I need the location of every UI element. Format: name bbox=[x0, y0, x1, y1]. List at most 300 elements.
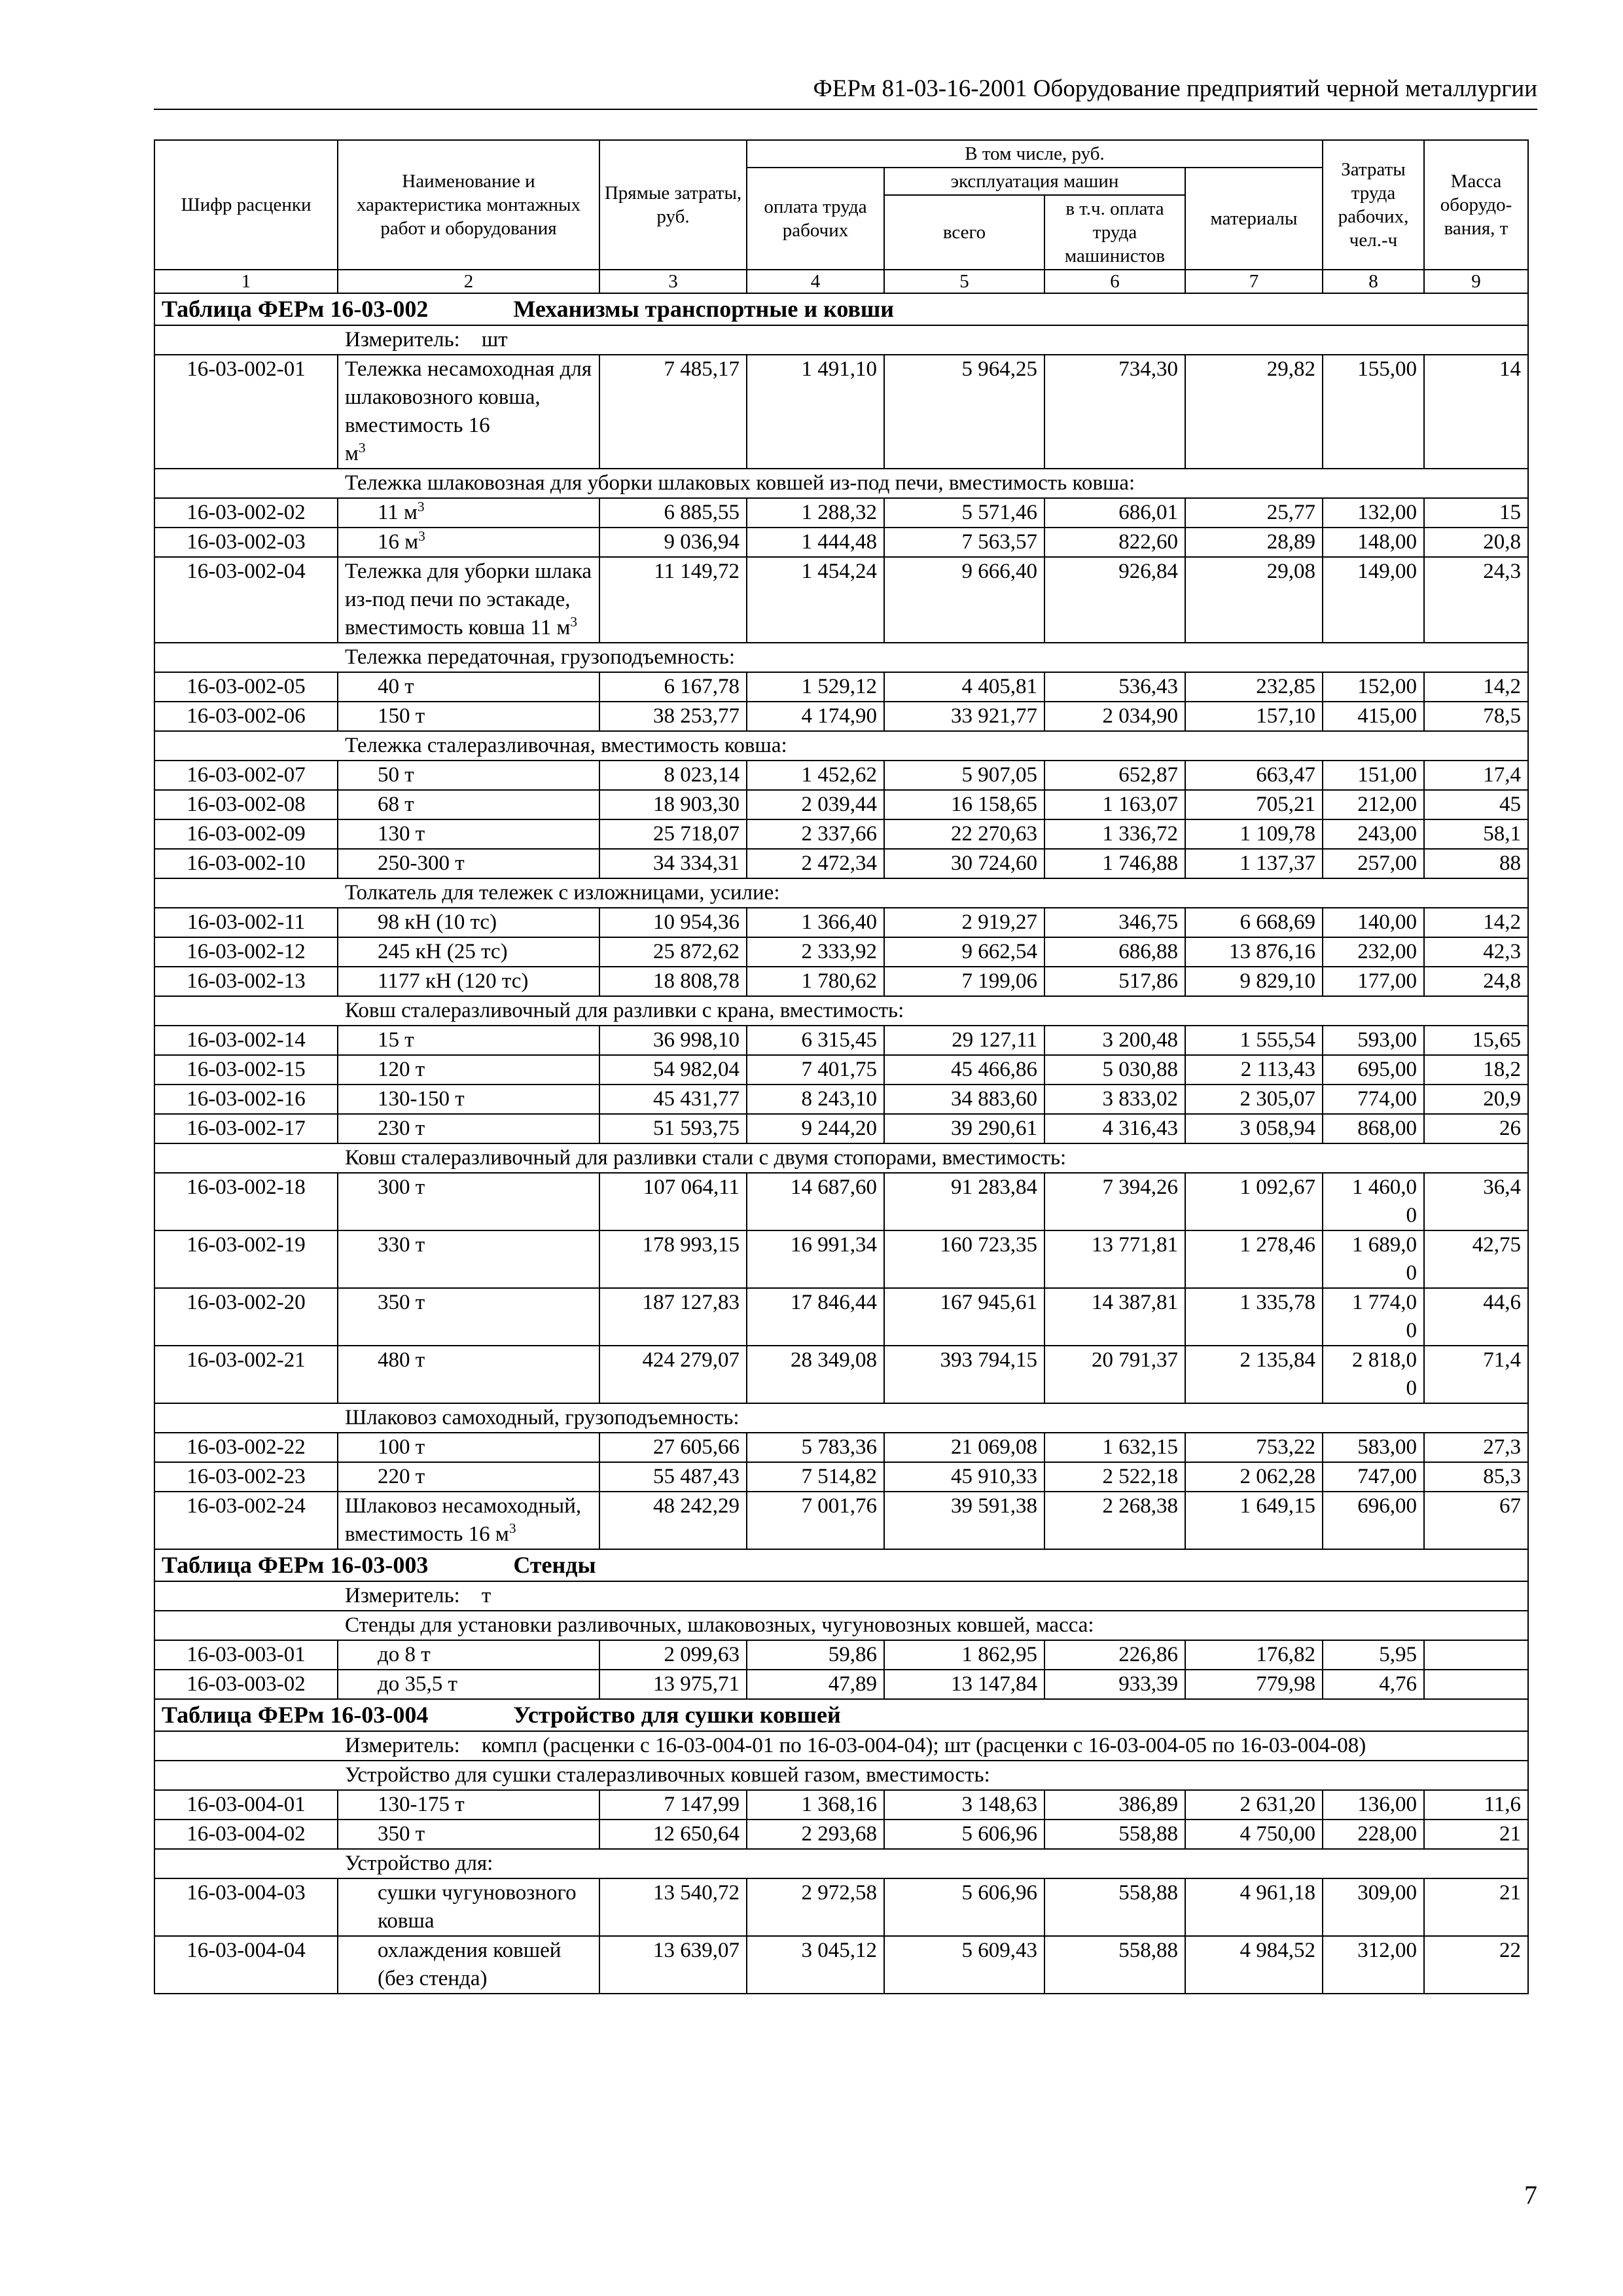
item-name: 220 т bbox=[338, 1462, 599, 1492]
materials: 1 278,46 bbox=[1185, 1230, 1323, 1288]
labor-hours: 593,00 bbox=[1323, 1026, 1424, 1055]
item-name: 40 т bbox=[338, 672, 599, 702]
table-row bbox=[154, 702, 1528, 731]
direct-costs: 13 540,72 bbox=[599, 1878, 747, 1936]
item-name: 130 т bbox=[338, 819, 599, 849]
col-header-code: Шифр расценки bbox=[154, 140, 338, 270]
direct-costs: 6 167,78 bbox=[599, 672, 747, 702]
mass: 58,1 bbox=[1424, 819, 1528, 849]
direct-costs: 55 487,43 bbox=[599, 1462, 747, 1492]
rate-code: 16-03-002-03 bbox=[154, 528, 338, 557]
wages: 1 491,10 bbox=[747, 355, 884, 469]
table-row bbox=[154, 1173, 1528, 1230]
direct-costs: 8 023,14 bbox=[599, 761, 747, 790]
wages: 2 293,68 bbox=[747, 1820, 884, 1849]
group-row bbox=[154, 996, 1528, 1026]
wages: 9 244,20 bbox=[747, 1114, 884, 1143]
group-label: Тележка передаточная, грузоподъемность: bbox=[154, 643, 1528, 672]
operator-wages: 536,43 bbox=[1044, 672, 1185, 702]
col-header-group: В том числе, руб. bbox=[747, 140, 1323, 168]
mass: 20,8 bbox=[1424, 528, 1528, 557]
materials: 1 092,67 bbox=[1185, 1173, 1323, 1230]
col-number: 4 bbox=[747, 270, 884, 293]
table-row bbox=[154, 1433, 1528, 1462]
item-name: 130-150 т bbox=[338, 1085, 599, 1114]
machines-total: 39 591,38 bbox=[884, 1492, 1044, 1549]
operator-wages: 1 746,88 bbox=[1044, 849, 1185, 878]
col-header-wages: оплата труда рабочих bbox=[747, 168, 884, 270]
machines-total: 33 921,77 bbox=[884, 702, 1044, 731]
labor-hours: 312,00 bbox=[1323, 1936, 1424, 1994]
operator-wages: 20 791,37 bbox=[1044, 1346, 1185, 1403]
operator-wages: 4 316,43 bbox=[1044, 1114, 1185, 1143]
group-row bbox=[154, 1403, 1528, 1433]
mass: 14 bbox=[1424, 355, 1528, 469]
rate-code: 16-03-002-06 bbox=[154, 702, 338, 731]
machines-total: 30 724,60 bbox=[884, 849, 1044, 878]
labor-hours: 5,95 bbox=[1323, 1640, 1424, 1670]
materials: 157,10 bbox=[1185, 702, 1323, 731]
table-row bbox=[154, 1790, 1528, 1820]
table-row bbox=[154, 908, 1528, 937]
materials: 4 984,52 bbox=[1185, 1936, 1323, 1994]
labor-hours: 228,00 bbox=[1323, 1820, 1424, 1849]
rate-code: 16-03-002-04 bbox=[154, 557, 338, 643]
mass: 42,75 bbox=[1424, 1230, 1528, 1288]
direct-costs: 18 808,78 bbox=[599, 967, 747, 996]
item-name: сушки чугуновозного ковша bbox=[338, 1878, 599, 1936]
machines-total: 167 945,61 bbox=[884, 1288, 1044, 1346]
labor-hours: 309,00 bbox=[1323, 1878, 1424, 1936]
materials: 29,82 bbox=[1185, 355, 1323, 469]
labor-hours: 774,00 bbox=[1323, 1085, 1424, 1114]
col-number: 2 bbox=[338, 270, 599, 293]
col-number: 1 bbox=[154, 270, 338, 293]
labor-hours: 151,00 bbox=[1323, 761, 1424, 790]
labor-hours: 177,00 bbox=[1323, 967, 1424, 996]
unit-row bbox=[154, 1731, 1528, 1761]
table-row bbox=[154, 1346, 1528, 1403]
rate-code: 16-03-002-20 bbox=[154, 1288, 338, 1346]
group-label: Стенды для установки разливочных, шлаковозных, чугуновозных ковшей, масса: bbox=[154, 1611, 1528, 1640]
labor-hours: 152,00 bbox=[1323, 672, 1424, 702]
unit-row bbox=[154, 1581, 1528, 1611]
table-row bbox=[154, 1820, 1528, 1849]
item-name: 350 т bbox=[338, 1288, 599, 1346]
wages: 1 780,62 bbox=[747, 967, 884, 996]
group-label: Толкатель для тележек с изложницами, усилие: bbox=[154, 878, 1528, 908]
materials: 2 305,07 bbox=[1185, 1085, 1323, 1114]
direct-costs: 48 242,29 bbox=[599, 1492, 747, 1549]
item-name: 350 т bbox=[338, 1820, 599, 1849]
operator-wages: 346,75 bbox=[1044, 908, 1185, 937]
materials: 28,89 bbox=[1185, 528, 1323, 557]
operator-wages: 226,86 bbox=[1044, 1640, 1185, 1670]
direct-costs: 27 605,66 bbox=[599, 1433, 747, 1462]
materials: 2 113,43 bbox=[1185, 1055, 1323, 1085]
rate-code: 16-03-002-14 bbox=[154, 1026, 338, 1055]
wages: 8 243,10 bbox=[747, 1085, 884, 1114]
rate-code: 16-03-002-01 bbox=[154, 355, 338, 469]
mass: 27,3 bbox=[1424, 1433, 1528, 1462]
materials: 4 961,18 bbox=[1185, 1878, 1323, 1936]
col-header-machines-total: всего bbox=[884, 195, 1044, 270]
section-title: Таблица ФЕРм 16-03-003 bbox=[162, 1552, 429, 1578]
rate-code: 16-03-004-01 bbox=[154, 1790, 338, 1820]
item-name: 250-300 т bbox=[338, 849, 599, 878]
item-name: до 8 т bbox=[338, 1640, 599, 1670]
group-row bbox=[154, 731, 1528, 761]
group-label: Тележка шлаковозная для уборки шлаковых ковшей из-под печи, вместимость ковша: bbox=[154, 469, 1528, 498]
direct-costs: 107 064,11 bbox=[599, 1173, 747, 1230]
item-name: 98 кН (10 тс) bbox=[338, 908, 599, 937]
col-number: 8 bbox=[1323, 270, 1424, 293]
labor-hours: 583,00 bbox=[1323, 1433, 1424, 1462]
table-row bbox=[154, 1055, 1528, 1085]
direct-costs: 34 334,31 bbox=[599, 849, 747, 878]
mass: 22 bbox=[1424, 1936, 1528, 1994]
labor-hours: 868,00 bbox=[1323, 1114, 1424, 1143]
rate-code: 16-03-003-02 bbox=[154, 1670, 338, 1699]
mass: 11,6 bbox=[1424, 1790, 1528, 1820]
mass: 88 bbox=[1424, 849, 1528, 878]
group-row bbox=[154, 643, 1528, 672]
direct-costs: 13 975,71 bbox=[599, 1670, 747, 1699]
operator-wages: 558,88 bbox=[1044, 1936, 1185, 1994]
section-title-row bbox=[154, 293, 1528, 325]
rate-code: 16-03-004-02 bbox=[154, 1820, 338, 1849]
item-name: 245 кН (25 тс) bbox=[338, 937, 599, 967]
direct-costs: 7 147,99 bbox=[599, 1790, 747, 1820]
wages: 3 045,12 bbox=[747, 1936, 884, 1994]
mass: 17,4 bbox=[1424, 761, 1528, 790]
wages: 1 288,32 bbox=[747, 498, 884, 528]
direct-costs: 12 650,64 bbox=[599, 1820, 747, 1849]
item-name: 100 т bbox=[338, 1433, 599, 1462]
page-number: 7 bbox=[1524, 2180, 1537, 2210]
item-name: 330 т bbox=[338, 1230, 599, 1288]
operator-wages: 926,84 bbox=[1044, 557, 1185, 643]
mass: 18,2 bbox=[1424, 1055, 1528, 1085]
mass: 20,9 bbox=[1424, 1085, 1528, 1114]
machines-total: 5 571,46 bbox=[884, 498, 1044, 528]
operator-wages: 2 268,38 bbox=[1044, 1492, 1185, 1549]
direct-costs: 2 099,63 bbox=[599, 1640, 747, 1670]
machines-total: 5 964,25 bbox=[884, 355, 1044, 469]
rate-code: 16-03-002-17 bbox=[154, 1114, 338, 1143]
labor-hours: 155,00 bbox=[1323, 355, 1424, 469]
item-name: 68 т bbox=[338, 790, 599, 819]
item-name: Шлаковоз несамоходный, вместимость 16 $м^3$ bbox=[338, 1492, 599, 1549]
materials: 2 631,20 bbox=[1185, 1790, 1323, 1820]
unit-row bbox=[154, 325, 1528, 355]
rate-code: 16-03-002-24 bbox=[154, 1492, 338, 1549]
table-row bbox=[154, 1026, 1528, 1055]
group-label: Устройство для: bbox=[154, 1849, 1528, 1878]
wages: 4 174,90 bbox=[747, 702, 884, 731]
operator-wages: 558,88 bbox=[1044, 1878, 1185, 1936]
operator-wages: 2 522,18 bbox=[1044, 1462, 1185, 1492]
materials: 13 876,16 bbox=[1185, 937, 1323, 967]
machines-total: 2 919,27 bbox=[884, 908, 1044, 937]
materials: 753,22 bbox=[1185, 1433, 1323, 1462]
section-title: Таблица ФЕРм 16-03-004 bbox=[162, 1702, 429, 1728]
materials: 779,98 bbox=[1185, 1670, 1323, 1699]
materials: 1 649,15 bbox=[1185, 1492, 1323, 1549]
wages: 7 001,76 bbox=[747, 1492, 884, 1549]
direct-costs: 38 253,77 bbox=[599, 702, 747, 731]
materials: 4 750,00 bbox=[1185, 1820, 1323, 1849]
labor-hours: 132,00 bbox=[1323, 498, 1424, 528]
rate-code: 16-03-002-12 bbox=[154, 937, 338, 967]
operator-wages: 3 200,48 bbox=[1044, 1026, 1185, 1055]
machines-total: 393 794,15 bbox=[884, 1346, 1044, 1403]
direct-costs: 11 149,72 bbox=[599, 557, 747, 643]
labor-hours: 1 460,0 0 bbox=[1323, 1173, 1424, 1230]
wages: 7 514,82 bbox=[747, 1462, 884, 1492]
rate-code: 16-03-002-08 bbox=[154, 790, 338, 819]
labor-hours: 1 774,0 0 bbox=[1323, 1288, 1424, 1346]
item-name: 15 т bbox=[338, 1026, 599, 1055]
operator-wages: 386,89 bbox=[1044, 1790, 1185, 1820]
direct-costs: 9 036,94 bbox=[599, 528, 747, 557]
operator-wages: 7 394,26 bbox=[1044, 1173, 1185, 1230]
rate-code: 16-03-003-01 bbox=[154, 1640, 338, 1670]
wages: 2 333,92 bbox=[747, 937, 884, 967]
item-name: Тележка для уборки шлака из-под печи по эстакаде, вместимость ковша 11 $м^3$ bbox=[338, 557, 599, 643]
col-number: 7 bbox=[1185, 270, 1323, 293]
mass: 14,2 bbox=[1424, 672, 1528, 702]
operator-wages: 558,88 bbox=[1044, 1820, 1185, 1849]
rate-code: 16-03-002-18 bbox=[154, 1173, 338, 1230]
operator-wages: 686,88 bbox=[1044, 937, 1185, 967]
rate-code: 16-03-002-19 bbox=[154, 1230, 338, 1288]
mass: 15 bbox=[1424, 498, 1528, 528]
machines-total: 7 199,06 bbox=[884, 967, 1044, 996]
direct-costs: 18 903,30 bbox=[599, 790, 747, 819]
col-header-direct-costs: Прямые затраты, руб. bbox=[599, 140, 747, 270]
col-header-materials: материалы bbox=[1185, 168, 1323, 270]
machines-total: 22 270,63 bbox=[884, 819, 1044, 849]
machines-total: 4 405,81 bbox=[884, 672, 1044, 702]
wages: 1 454,24 bbox=[747, 557, 884, 643]
machines-total: 1 862,95 bbox=[884, 1640, 1044, 1670]
section-name: Устройство для сушки ковшей bbox=[513, 1702, 841, 1728]
wages: 28 349,08 bbox=[747, 1346, 884, 1403]
wages: 59,86 bbox=[747, 1640, 884, 1670]
col-number: 3 bbox=[599, 270, 747, 293]
table-row bbox=[154, 1670, 1528, 1699]
table-row bbox=[154, 967, 1528, 996]
table-row bbox=[154, 672, 1528, 702]
mass bbox=[1424, 1670, 1528, 1699]
operator-wages: 1 632,15 bbox=[1044, 1433, 1185, 1462]
wages: 1 529,12 bbox=[747, 672, 884, 702]
mass: 14,2 bbox=[1424, 908, 1528, 937]
item-name: 130-175 т bbox=[338, 1790, 599, 1820]
group-label: Устройство для сушки сталеразливочных ковшей газом, вместимость: bbox=[154, 1761, 1528, 1790]
rate-code: 16-03-002-05 bbox=[154, 672, 338, 702]
mass: 26 bbox=[1424, 1114, 1528, 1143]
machines-total: 9 666,40 bbox=[884, 557, 1044, 643]
materials: 705,21 bbox=[1185, 790, 1323, 819]
labor-hours: 243,00 bbox=[1323, 819, 1424, 849]
item-name: 150 т bbox=[338, 702, 599, 731]
group-label: Тележка сталеразливочная, вместимость ковша: bbox=[154, 731, 1528, 761]
section-title-row bbox=[154, 1699, 1528, 1731]
table-row bbox=[154, 1878, 1528, 1936]
table-row bbox=[154, 355, 1528, 469]
mass: 45 bbox=[1424, 790, 1528, 819]
rate-code: 16-03-002-16 bbox=[154, 1085, 338, 1114]
table-row bbox=[154, 498, 1528, 528]
operator-wages: 1 336,72 bbox=[1044, 819, 1185, 849]
materials: 1 137,37 bbox=[1185, 849, 1323, 878]
group-row bbox=[154, 469, 1528, 498]
labor-hours: 747,00 bbox=[1323, 1462, 1424, 1492]
rate-code: 16-03-002-21 bbox=[154, 1346, 338, 1403]
item-name: 480 т bbox=[338, 1346, 599, 1403]
materials: 25,77 bbox=[1185, 498, 1323, 528]
table-row bbox=[154, 1462, 1528, 1492]
group-row bbox=[154, 878, 1528, 908]
wages: 2 472,34 bbox=[747, 849, 884, 878]
table-row bbox=[154, 790, 1528, 819]
rate-code: 16-03-002-23 bbox=[154, 1462, 338, 1492]
section-title-row bbox=[154, 1549, 1528, 1581]
operator-wages: 517,86 bbox=[1044, 967, 1185, 996]
operator-wages: 734,30 bbox=[1044, 355, 1185, 469]
operator-wages: 822,60 bbox=[1044, 528, 1185, 557]
mass: 67 bbox=[1424, 1492, 1528, 1549]
machines-total: 16 158,65 bbox=[884, 790, 1044, 819]
table-row bbox=[154, 1085, 1528, 1114]
mass: 36,4 bbox=[1424, 1173, 1528, 1230]
direct-costs: 7 485,17 bbox=[599, 355, 747, 469]
rate-code: 16-03-002-11 bbox=[154, 908, 338, 937]
table-row bbox=[154, 761, 1528, 790]
table-row bbox=[154, 849, 1528, 878]
direct-costs: 25 718,07 bbox=[599, 819, 747, 849]
rate-code: 16-03-002-02 bbox=[154, 498, 338, 528]
labor-hours: 140,00 bbox=[1323, 908, 1424, 937]
operator-wages: 1 163,07 bbox=[1044, 790, 1185, 819]
materials: 663,47 bbox=[1185, 761, 1323, 790]
item-name: до 35,5 т bbox=[338, 1670, 599, 1699]
materials: 1 335,78 bbox=[1185, 1288, 1323, 1346]
direct-costs: 10 954,36 bbox=[599, 908, 747, 937]
wages: 16 991,34 bbox=[747, 1230, 884, 1288]
wages: 2 337,66 bbox=[747, 819, 884, 849]
section-name: Механизмы транспортные и ковши bbox=[513, 296, 895, 322]
wages: 5 783,36 bbox=[747, 1433, 884, 1462]
mass: 24,3 bbox=[1424, 557, 1528, 643]
operator-wages: 3 833,02 bbox=[1044, 1085, 1185, 1114]
item-name: 230 т bbox=[338, 1114, 599, 1143]
col-number: 5 bbox=[884, 270, 1044, 293]
mass: 85,3 bbox=[1424, 1462, 1528, 1492]
labor-hours: 257,00 bbox=[1323, 849, 1424, 878]
mass bbox=[1424, 1640, 1528, 1670]
mass: 78,5 bbox=[1424, 702, 1528, 731]
labor-hours: 415,00 bbox=[1323, 702, 1424, 731]
page-header: ФЕРм 81-03-16-2001 Оборудование предприятий черной металлургии bbox=[154, 69, 1537, 110]
item-name: Тележка несамоходная для шлаковозного ковша, вместимость 16 $м^3$ bbox=[338, 355, 599, 469]
item-name: 50 т bbox=[338, 761, 599, 790]
direct-costs: 51 593,75 bbox=[599, 1114, 747, 1143]
labor-hours: 148,00 bbox=[1323, 528, 1424, 557]
item-name: 1177 кН (120 тс) bbox=[338, 967, 599, 996]
labor-hours: 232,00 bbox=[1323, 937, 1424, 967]
wages: 1 366,40 bbox=[747, 908, 884, 937]
group-row bbox=[154, 1849, 1528, 1878]
materials: 3 058,94 bbox=[1185, 1114, 1323, 1143]
machines-total: 21 069,08 bbox=[884, 1433, 1044, 1462]
wages: 14 687,60 bbox=[747, 1173, 884, 1230]
wages: 1 452,62 bbox=[747, 761, 884, 790]
machines-total: 5 606,96 bbox=[884, 1878, 1044, 1936]
machines-total: 39 290,61 bbox=[884, 1114, 1044, 1143]
operator-wages: 933,39 bbox=[1044, 1670, 1185, 1699]
machines-total: 5 609,43 bbox=[884, 1936, 1044, 1994]
labor-hours: 136,00 bbox=[1323, 1790, 1424, 1820]
materials: 232,85 bbox=[1185, 672, 1323, 702]
materials: 9 829,10 bbox=[1185, 967, 1323, 996]
materials: 29,08 bbox=[1185, 557, 1323, 643]
item-name: 300 т bbox=[338, 1173, 599, 1230]
operator-wages: 5 030,88 bbox=[1044, 1055, 1185, 1085]
col-header-name: Наименование и характеристика монтажных работ и оборудования bbox=[338, 140, 599, 270]
mass: 71,4 bbox=[1424, 1346, 1528, 1403]
wages: 2 972,58 bbox=[747, 1878, 884, 1936]
col-header-operator-wages: в т.ч. оплата труда машинистов bbox=[1044, 195, 1185, 270]
section-title: Таблица ФЕРм 16-03-002 bbox=[162, 296, 429, 322]
labor-hours: 695,00 bbox=[1323, 1055, 1424, 1085]
rate-code: 16-03-004-03 bbox=[154, 1878, 338, 1936]
machines-total: 5 606,96 bbox=[884, 1820, 1044, 1849]
rate-code: 16-03-002-07 bbox=[154, 761, 338, 790]
mass: 24,8 bbox=[1424, 967, 1528, 996]
direct-costs: 178 993,15 bbox=[599, 1230, 747, 1288]
section-name: Стенды bbox=[513, 1552, 596, 1578]
col-number: 6 bbox=[1044, 270, 1185, 293]
labor-hours: 1 689,0 0 bbox=[1323, 1230, 1424, 1288]
direct-costs: 25 872,62 bbox=[599, 937, 747, 967]
table-row bbox=[154, 1114, 1528, 1143]
item-name: охлаждения ковшей (без стенда) bbox=[338, 1936, 599, 1994]
wages: 1 444,48 bbox=[747, 528, 884, 557]
wages: 7 401,75 bbox=[747, 1055, 884, 1085]
machines-total: 13 147,84 bbox=[884, 1670, 1044, 1699]
materials: 1 555,54 bbox=[1185, 1026, 1323, 1055]
col-number: 9 bbox=[1424, 270, 1528, 293]
wages: 2 039,44 bbox=[747, 790, 884, 819]
table-row bbox=[154, 1492, 1528, 1549]
direct-costs: 424 279,07 bbox=[599, 1346, 747, 1403]
item-name: 11 $м^3$ bbox=[338, 498, 599, 528]
table-row bbox=[154, 819, 1528, 849]
direct-costs: 54 982,04 bbox=[599, 1055, 747, 1085]
unit-label: Измеритель: компл (расценки с 16-03-004-01 по 16-03-004-04); шт (расценки с 16-03-004-05 по 16-03-004-08) bbox=[154, 1731, 1528, 1761]
table-row bbox=[154, 557, 1528, 643]
machines-total: 29 127,11 bbox=[884, 1026, 1044, 1055]
mass: 15,65 bbox=[1424, 1026, 1528, 1055]
direct-costs: 36 998,10 bbox=[599, 1026, 747, 1055]
operator-wages: 14 387,81 bbox=[1044, 1288, 1185, 1346]
materials: 2 062,28 bbox=[1185, 1462, 1323, 1492]
mass: 21 bbox=[1424, 1820, 1528, 1849]
machines-total: 7 563,57 bbox=[884, 528, 1044, 557]
